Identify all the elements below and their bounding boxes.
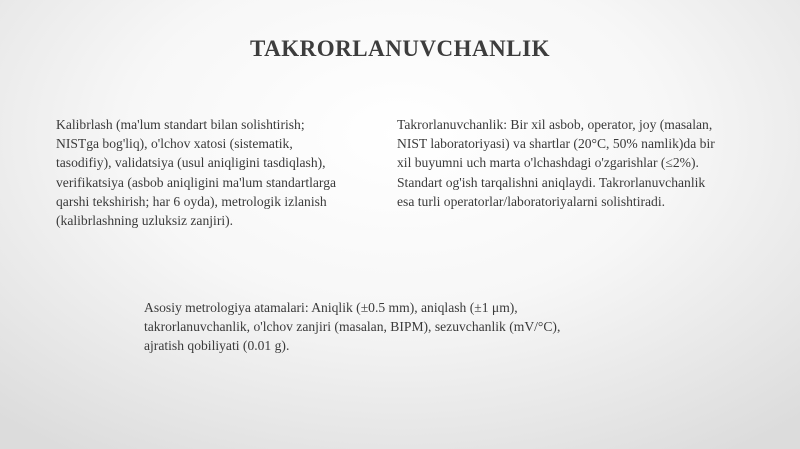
bottom-text: Asosiy metrologiya atamalari: Aniqlik (±0.5 mm), aniqlash (±1 μm), takrorlanuvchanlik, o'lchov zanjiri (masalan, BIPM), sezuvchanlik (mV/°C), ajratish qobiliyati (0.01 g). [144, 300, 561, 354]
right-column-text: Takrorlanuvchanlik: Bir xil asbob, operator, joy (masalan, NIST laboratoriyasi) va shartlar (20°C, 50% namlik)da bir xil buyumni uch marta o'lchashdagi o'zgarishlar (≤2%). Standart og'ish tarqalishni aniqlaydi. Takrorlanuvchanlik esa turli operatorlar/laboratoriyalarni solishtiradi. [397, 117, 715, 209]
left-column-text: Kalibrlash (ma'lum standart bilan solishtirish; NISTga bog'liq), o'lchov xatosi (sistematik, tasodifiy), validatsiya (usul aniqligini tasdiqlash), verifikatsiya (asbob aniqligini ma'lum standartlarga qarshi tekshirish; har 6 oyda), metrologik izlanish (kalibrlashning uzluksiz zanjiri). [56, 117, 337, 229]
slide-title: TAKRORLANUVCHANLIK [250, 36, 550, 61]
